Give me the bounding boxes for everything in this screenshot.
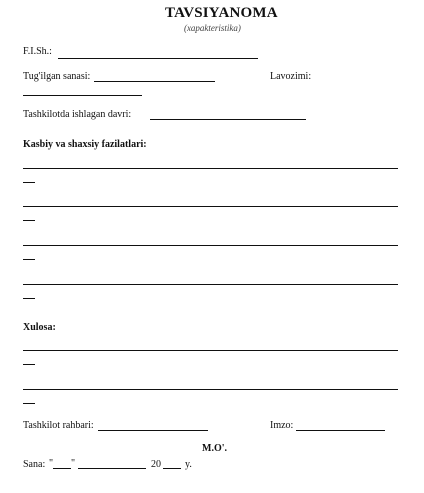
document-title: TAVSIYANOMA xyxy=(165,5,278,21)
year-field[interactable] xyxy=(163,468,181,469)
month-field[interactable] xyxy=(78,468,146,469)
position-field-continuation[interactable] xyxy=(23,95,142,96)
day-field[interactable] xyxy=(53,468,71,469)
head-field[interactable] xyxy=(98,430,208,431)
date-quote-open: " xyxy=(49,458,54,469)
fish-label: F.I.Sh.: xyxy=(23,46,52,57)
signature-field[interactable] xyxy=(296,430,385,431)
birth-date-label: Tug'ilgan sanasi: xyxy=(23,71,91,82)
year-suffix: y. xyxy=(185,459,192,470)
document-subtitle: (харakteristika) xyxy=(184,23,241,33)
position-label: Lavozimi: xyxy=(270,71,312,82)
qualities-line-3[interactable] xyxy=(23,245,398,246)
qualities-line-3-end xyxy=(23,259,35,260)
year-prefix: 20 xyxy=(151,459,161,470)
conclusion-line-2[interactable] xyxy=(23,389,398,390)
qualities-line-2-end xyxy=(23,220,35,221)
qualities-heading: Kasbiy va shaxsiy fazilatlari: xyxy=(23,139,147,150)
qualities-line-1-end xyxy=(23,182,35,183)
conclusion-heading: Xulosa: xyxy=(23,322,56,333)
work-period-field[interactable] xyxy=(150,119,306,120)
fish-field[interactable] xyxy=(58,58,258,59)
conclusion-line-2-end xyxy=(23,403,35,404)
qualities-line-1[interactable] xyxy=(23,168,398,169)
qualities-line-2[interactable] xyxy=(23,206,398,207)
conclusion-line-1-end xyxy=(23,364,35,365)
qualities-line-4[interactable] xyxy=(23,284,398,285)
date-label: Sana: xyxy=(23,459,46,470)
head-label: Tashkilot rahbari: xyxy=(23,420,94,431)
signature-label: Imzo: xyxy=(270,420,294,431)
work-period-label: Tashkilotda ishlagan davri: xyxy=(23,109,132,120)
date-quote-close: " xyxy=(71,458,76,469)
qualities-line-4-end xyxy=(23,298,35,299)
conclusion-line-1[interactable] xyxy=(23,350,398,351)
stamp-label: M.O'. xyxy=(202,443,227,454)
birth-date-field[interactable] xyxy=(94,81,215,82)
